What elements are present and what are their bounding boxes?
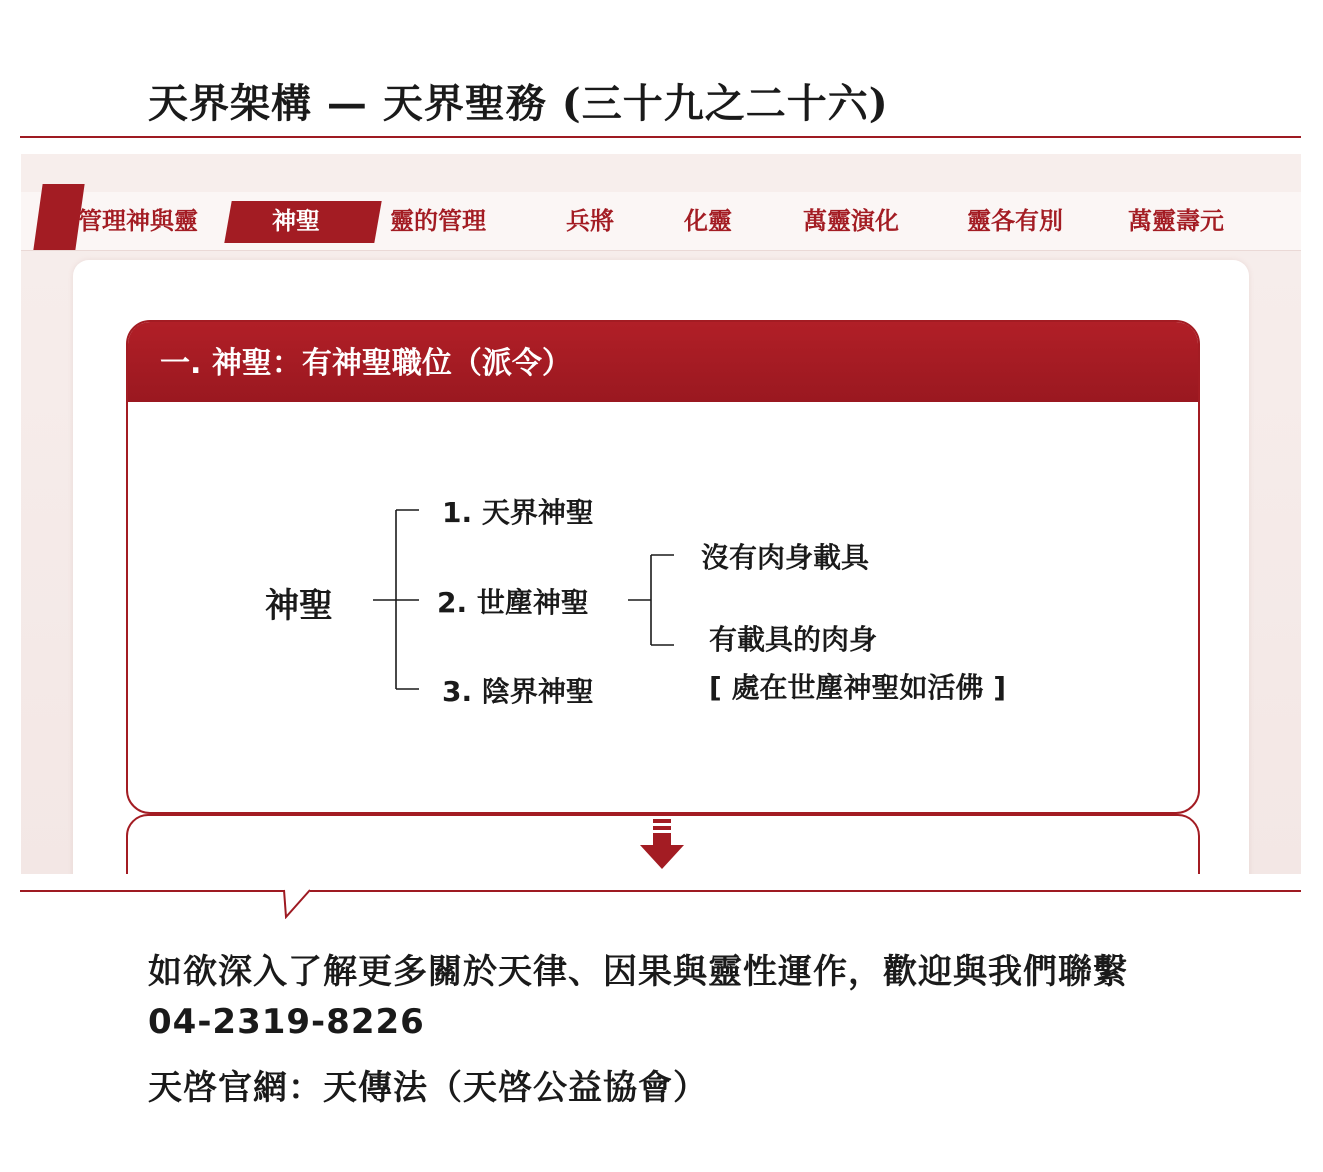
footer-divider-right (310, 890, 1301, 892)
title-divider (20, 136, 1301, 138)
tab-spirit-lifespan[interactable]: 萬靈壽元 (1128, 207, 1224, 235)
footer-website[interactable]: 天啓官網：天傳法（天啓公益協會） (148, 1068, 708, 1108)
sub-branch-without-body: 沒有肉身載具 (701, 541, 870, 574)
tab-spirit-differences[interactable]: 靈各有別 (967, 207, 1063, 235)
footer-divider-left (20, 890, 284, 892)
branch-worldly-saints: 2. 世塵神聖 (437, 586, 589, 619)
slide-stage (21, 154, 1301, 874)
tab-spirit-transformation[interactable]: 化靈 (684, 207, 732, 235)
footer-contact-invite: 如欲深入了解更多關於天律、因果與靈性運作，歡迎與我們聯繫 (148, 952, 1128, 992)
sub-branch-note: [ 處在世塵神聖如活佛 ] (709, 671, 1007, 704)
tab-divine-saints[interactable]: 神聖 (272, 207, 320, 235)
tab-spirit-management[interactable]: 靈的管理 (390, 207, 486, 235)
section-heading: 一. 神聖：有神聖職位（派令） (128, 322, 1198, 402)
branch-underworld-saints: 3. 陰界神聖 (442, 675, 594, 708)
hierarchy-connectors (21, 154, 1301, 874)
branch-heavenly-saints: 1. 天界神聖 (442, 496, 594, 529)
diagram-root: 神聖 (265, 586, 333, 626)
footer-phone[interactable]: 04-2319-8226 (148, 1002, 425, 1042)
tab-manage-gods-spirits[interactable]: 管理神與靈 (78, 207, 198, 235)
page-title: 天界架構 — 天界聖務 (三十九之二十六) (148, 80, 889, 127)
tab-soldiers-generals[interactable]: 兵將 (566, 207, 614, 235)
sub-branch-with-body: 有載具的肉身 (709, 623, 878, 656)
tab-spirit-evolution[interactable]: 萬靈演化 (803, 207, 899, 235)
speech-notch-icon (282, 889, 312, 919)
